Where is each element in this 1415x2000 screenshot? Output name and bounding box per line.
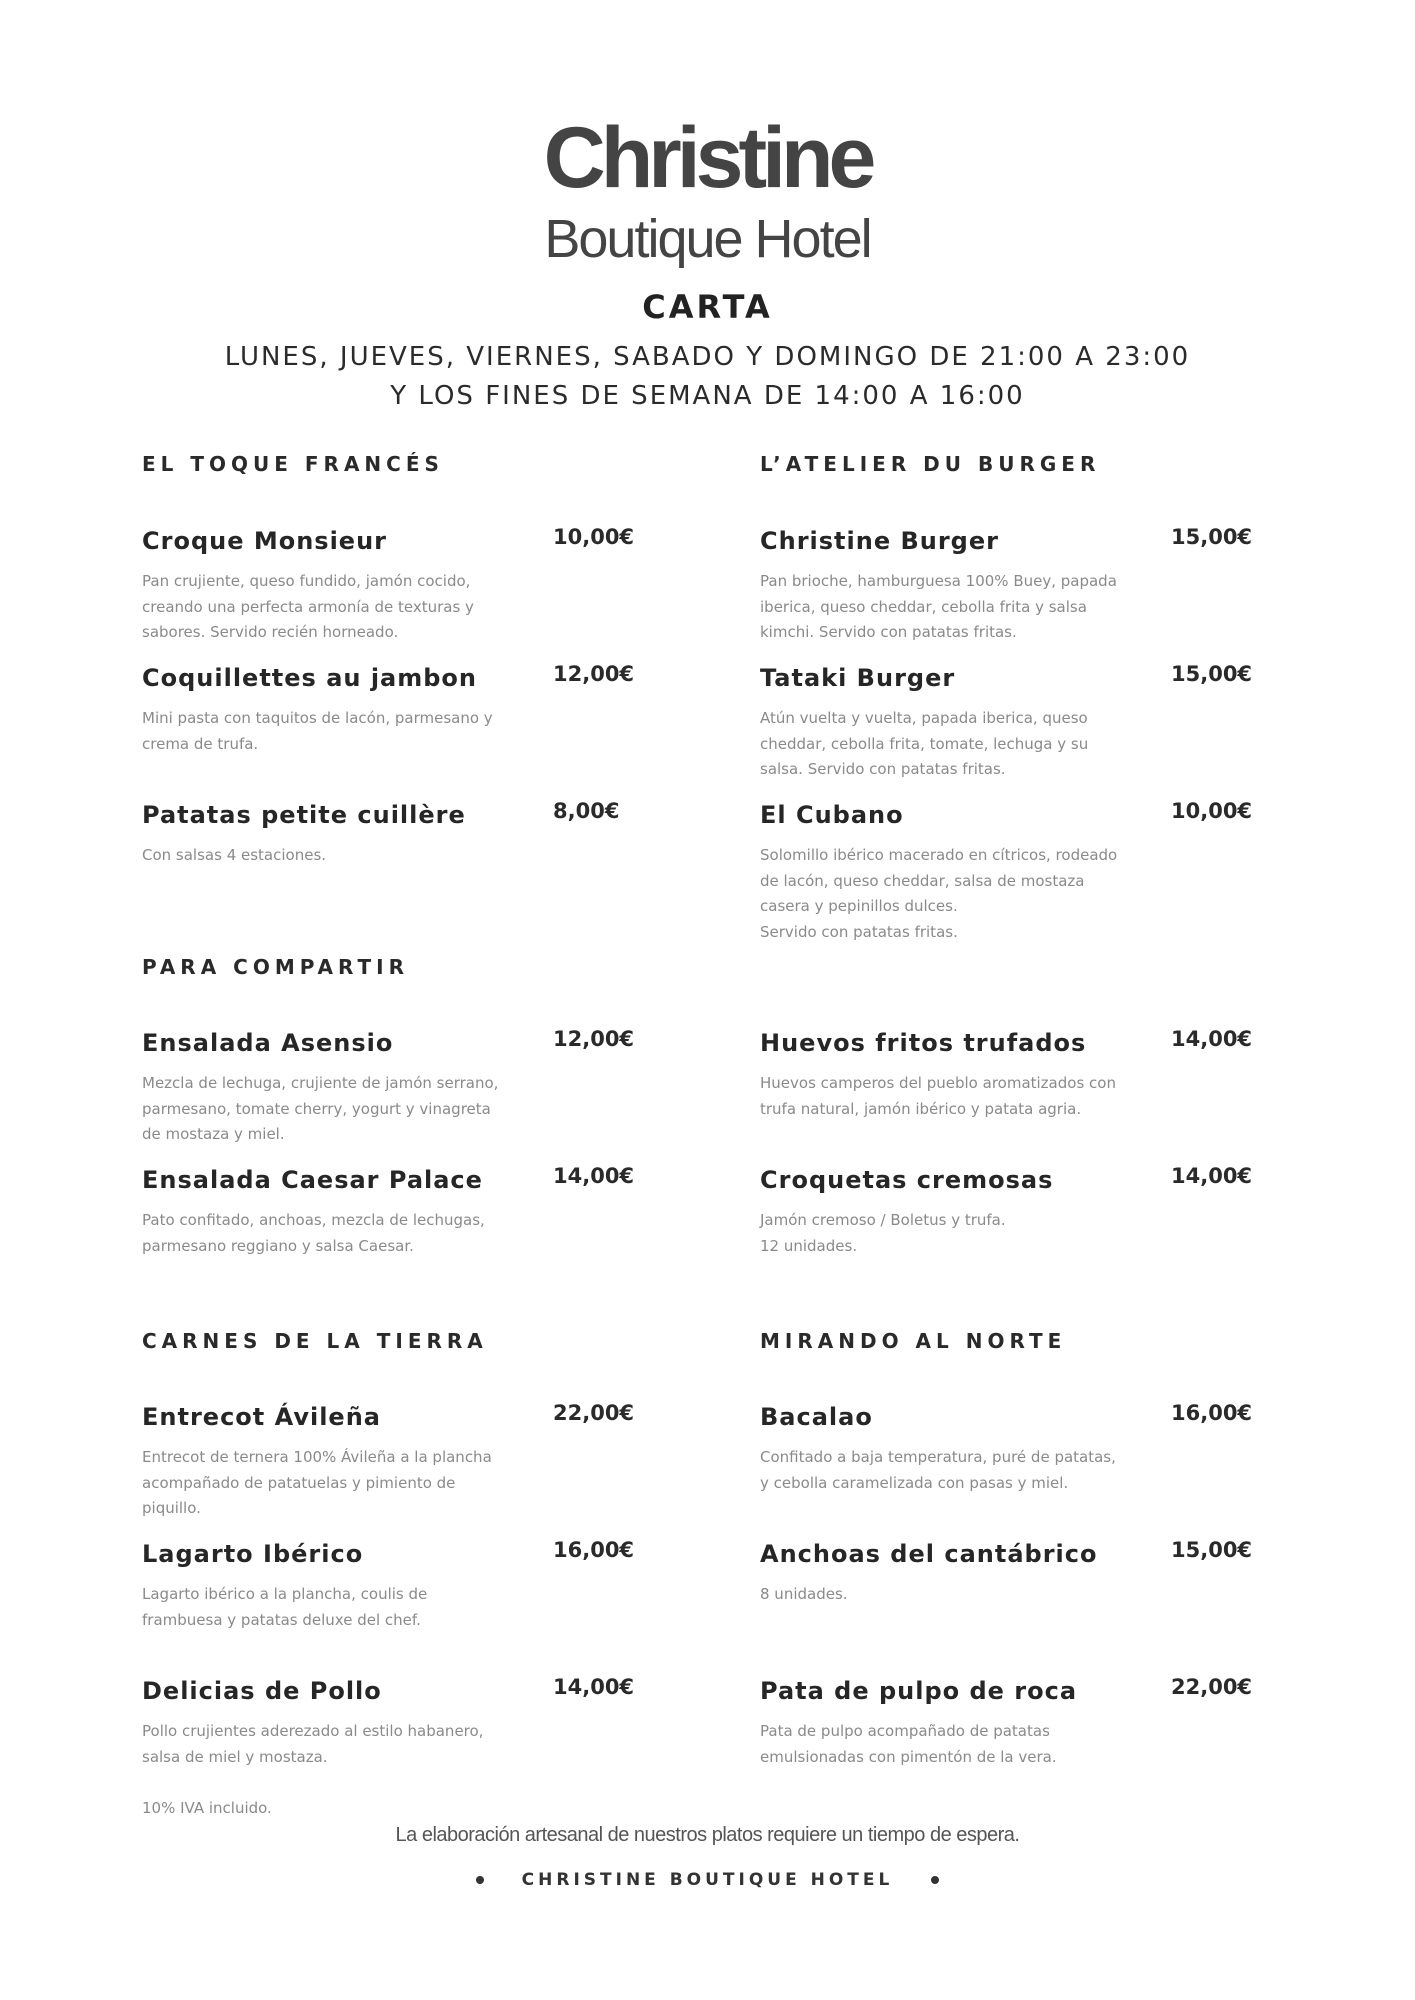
item-description: Pato confitado, anchoas, mezcla de lechugas, parmesano reggiano y salsa Caesar. bbox=[142, 1211, 485, 1255]
section-title-atelier-du-burger: L’ATELIER DU BURGER bbox=[760, 452, 1101, 476]
item-price: 10,00€ bbox=[1171, 799, 1253, 823]
footer-brand bbox=[0, 1870, 1415, 1890]
item-price: 12,00€ bbox=[553, 1027, 635, 1051]
item-price: 15,00€ bbox=[1171, 1538, 1253, 1562]
footer-brand-label: CHRISTINE BOUTIQUE HOTEL bbox=[521, 1870, 894, 1890]
item-name: Entrecot Ávileña bbox=[142, 1403, 381, 1431]
item-price: 8,00€ bbox=[553, 799, 620, 823]
item-description: Solomillo ibérico macerado en cítricos, rodeado de lacón, queso cheddar, salsa de mostaza casera y pepinillos dulces. Servido con patatas fritas. bbox=[760, 846, 1118, 941]
item-name: Ensalada Caesar Palace bbox=[142, 1166, 483, 1194]
item-description: Jamón cremoso / Boletus y trufa. 12 unidades. bbox=[760, 1211, 1006, 1255]
item-price: 14,00€ bbox=[553, 1164, 635, 1188]
item-price: 14,00€ bbox=[553, 1675, 635, 1699]
item-price: 10,00€ bbox=[553, 525, 635, 549]
section-title-toque-frances: EL TOQUE FRANCÉS bbox=[142, 452, 444, 476]
item-name: Pata de pulpo de roca bbox=[760, 1677, 1078, 1705]
opening-hours-line-1: LUNES, JUEVES, VIERNES, SABADO Y DOMINGO DE 21:00 A 23:00 bbox=[224, 342, 1191, 372]
item-name: Coquillettes au jambon bbox=[142, 664, 478, 692]
item-name: Delicias de Pollo bbox=[142, 1677, 382, 1705]
item-price: 14,00€ bbox=[1171, 1164, 1253, 1188]
item-description: Con salsas 4 estaciones. bbox=[142, 846, 327, 864]
item-description: Confitado a baja temperatura, puré de patatas, y cebolla caramelizada con pasas y miel. bbox=[760, 1448, 1116, 1492]
item-price: 15,00€ bbox=[1171, 662, 1253, 686]
tax-note: 10% IVA incluido. bbox=[142, 1799, 272, 1817]
item-name: Patatas petite cuillère bbox=[142, 801, 466, 829]
item-name: Ensalada Asensio bbox=[142, 1029, 394, 1057]
item-name: El Cubano bbox=[760, 801, 904, 829]
item-price: 12,00€ bbox=[553, 662, 635, 686]
item-description: Pollo crujientes aderezado al estilo habanero, salsa de miel y mostaza. bbox=[142, 1722, 484, 1766]
page-title: CARTA bbox=[642, 288, 773, 326]
item-price: 15,00€ bbox=[1171, 525, 1253, 549]
preparation-notice: La elaboración artesanal de nuestros platos requiere un tiempo de espera. bbox=[395, 1824, 1020, 1846]
item-description: Pata de pulpo acompañado de patatas emulsionadas con pimentón de la vera. bbox=[760, 1722, 1057, 1766]
opening-hours-line-2: Y LOS FINES DE SEMANA DE 14:00 A 16:00 bbox=[390, 381, 1025, 411]
section-title-para-compartir: PARA COMPARTIR bbox=[142, 955, 410, 979]
item-name: Bacalao bbox=[760, 1403, 873, 1431]
item-name: Lagarto Ibérico bbox=[142, 1540, 364, 1568]
item-description: Mini pasta con taquitos de lacón, parmesano y crema de trufa. bbox=[142, 709, 493, 753]
item-name: Huevos fritos trufados bbox=[760, 1029, 1087, 1057]
bullet-icon bbox=[931, 1876, 939, 1884]
item-description: Atún vuelta y vuelta, papada iberica, queso cheddar, cebolla frita, tomate, lechuga y su salsa. Servido con patatas fritas. bbox=[760, 709, 1089, 778]
item-name: Christine Burger bbox=[760, 527, 999, 555]
item-price: 14,00€ bbox=[1171, 1027, 1253, 1051]
item-price: 16,00€ bbox=[553, 1538, 635, 1562]
item-description: Pan crujiente, queso fundido, jamón cocido, creando una perfecta armonía de texturas y sabores. Servido recién horneado. bbox=[142, 572, 474, 641]
logo-christine: Christine bbox=[543, 110, 872, 206]
item-name: Croque Monsieur bbox=[142, 527, 388, 555]
item-price: 16,00€ bbox=[1171, 1401, 1253, 1425]
item-description: Huevos camperos del pueblo aromatizados con trufa natural, jamón ibérico y patata agria. bbox=[760, 1074, 1116, 1118]
item-name: Croquetas cremosas bbox=[760, 1166, 1054, 1194]
item-description: Lagarto ibérico a la plancha, coulis de frambuesa y patatas deluxe del chef. bbox=[142, 1585, 428, 1629]
item-name: Tataki Burger bbox=[760, 664, 956, 692]
bullet-icon bbox=[476, 1876, 484, 1884]
item-name: Anchoas del cantábrico bbox=[760, 1540, 1098, 1568]
item-description: Pan brioche, hamburguesa 100% Buey, papada iberica, queso cheddar, cebolla frita y salsa kimchi. Servido con patatas fritas. bbox=[760, 572, 1117, 641]
section-title-carnes-de-la-tierra: CARNES DE LA TIERRA bbox=[142, 1329, 488, 1353]
logo-boutique-hotel: Boutique Hotel bbox=[544, 209, 871, 269]
item-price: 22,00€ bbox=[1171, 1675, 1253, 1699]
item-price: 22,00€ bbox=[553, 1401, 635, 1425]
item-description: Entrecot de ternera 100% Ávileña a la plancha acompañado de patatuelas y pimiento de piquillo. bbox=[142, 1448, 492, 1517]
section-title-mirando-al-norte: MIRANDO AL NORTE bbox=[760, 1329, 1067, 1353]
item-description: Mezcla de lechuga, crujiente de jamón serrano, parmesano, tomate cherry, yogurt y vinagreta de mostaza y miel. bbox=[142, 1074, 499, 1143]
item-description: 8 unidades. bbox=[760, 1585, 848, 1603]
